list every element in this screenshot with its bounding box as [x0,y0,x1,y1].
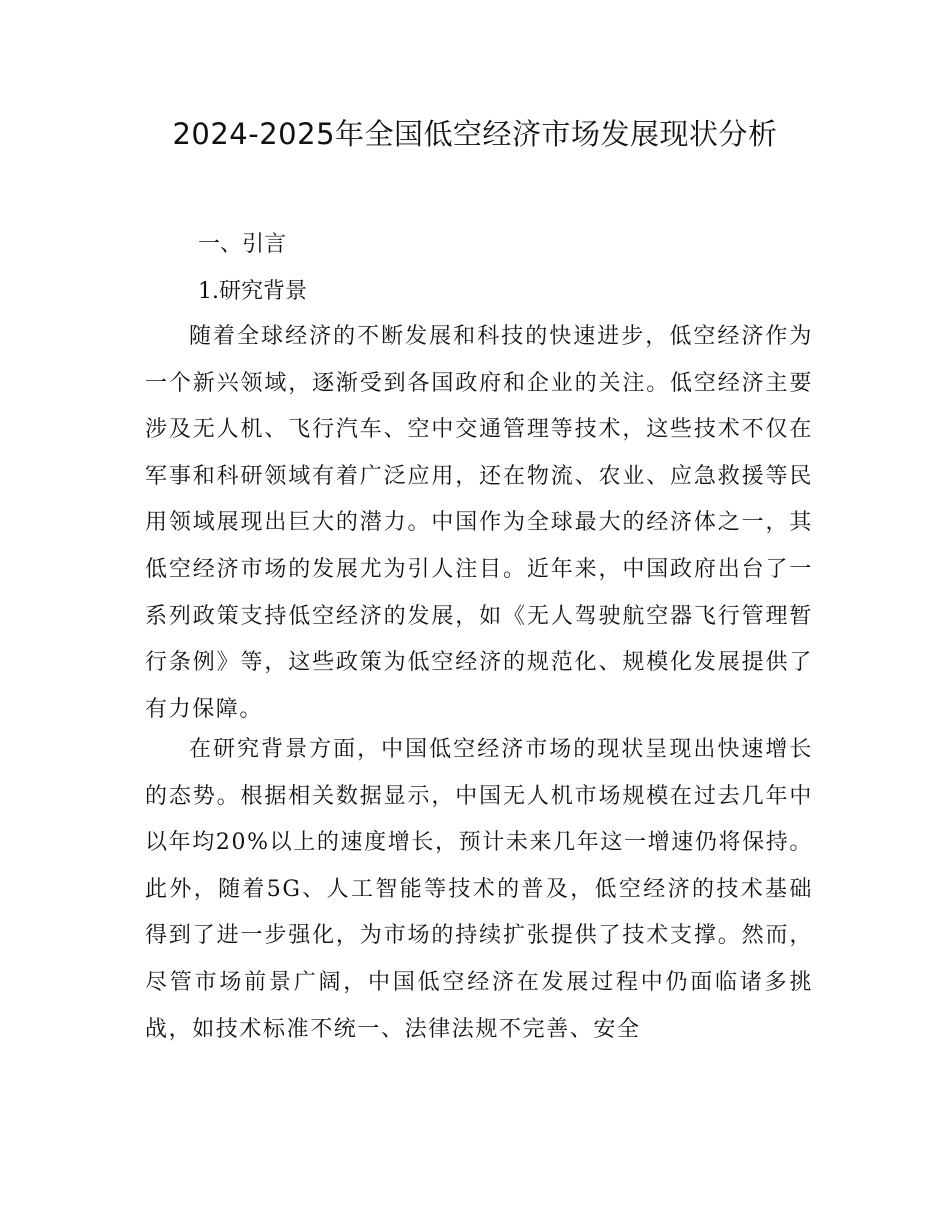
subsection-heading: 1.研究背景 [198,279,307,304]
section-heading: 一、引言 [198,232,287,257]
body-paragraph: 随着全球经济的不断发展和科技的快速进步，低空经济作为一个新兴领域，逐渐受到各国政府和企业的关注。低空经济主要涉及无人机、飞行汽车、空中交通管理等技术，这些技术不仅在军事和科研领域有着广泛应用，还在物流、农业、应急救援等民用领域展现出巨大的潜力。中国作为全球最大的经济体之一，其低空经济市场的发展尤为引人注目。近年来，中国政府出台了一系列政策支持低空经济的发展，如《无人驾驶航空器飞行管理暂行条例》等，这些政策为低空经济的规范化、规模化发展提供了有力保障。 [145,324,813,722]
document-title: 2024-2025年全国低空经济市场发展现状分析 [172,117,778,151]
body-paragraph: 在研究背景方面，中国低空经济市场的现状呈现出快速增长的态势。根据相关数据显示，中国无人机市场规模在过去几年中以年均20%以上的速度增长，预计未来几年这一增速仍将保持。此外，随着5G、人工智能等技术的普及，低空经济的技术基础得到了进一步强化，为市场的持续扩张提供了技术支撑。然而，尽管市场前景广阔，中国低空经济在发展过程中仍面临诸多挑战，如技术标准不统一、法律法规不完善、安全 [145,737,813,1042]
